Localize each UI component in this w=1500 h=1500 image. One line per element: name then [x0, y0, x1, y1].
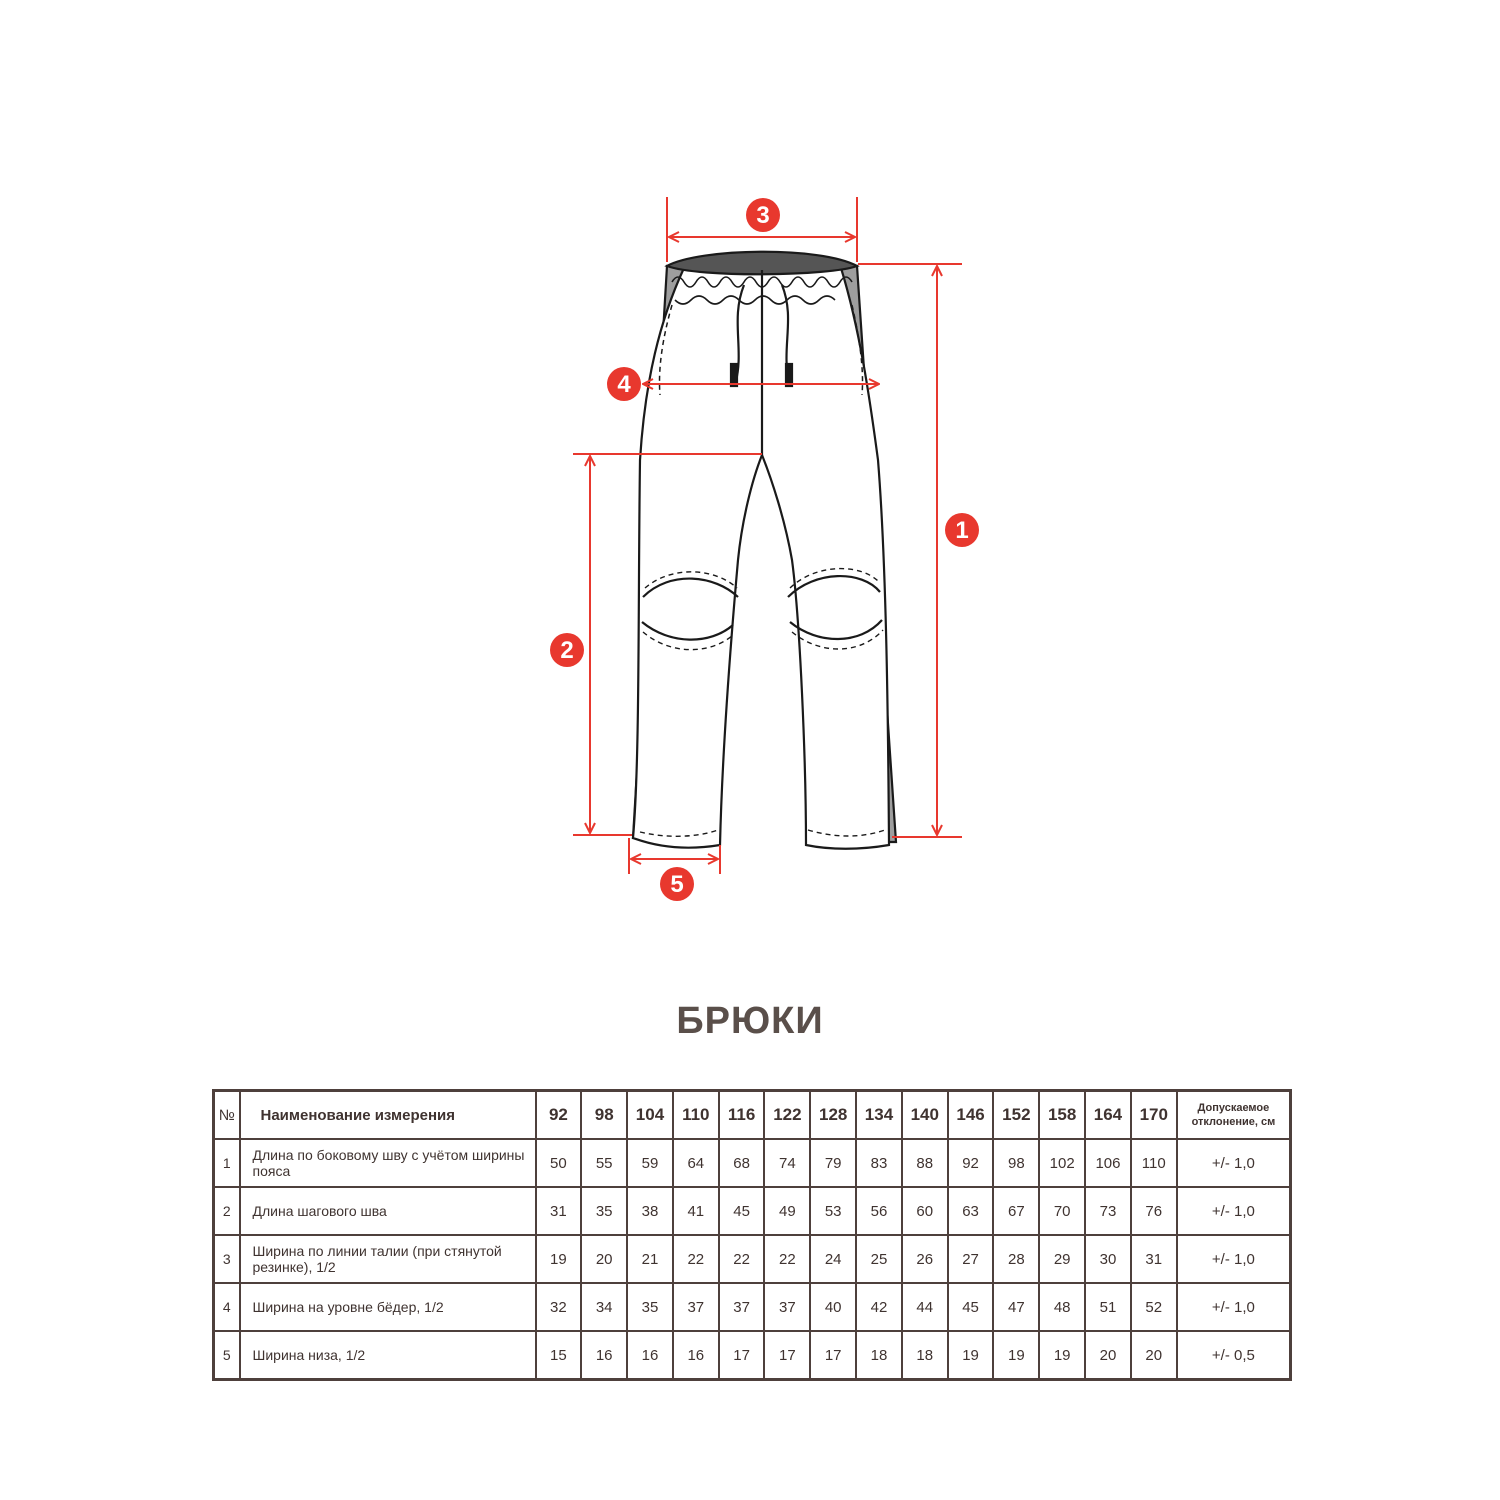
drawstring-tip-left	[731, 364, 737, 386]
table-row	[214, 1331, 1291, 1380]
row-size-value: 16	[581, 1331, 627, 1380]
row-size-value: 50	[536, 1139, 582, 1187]
row-size-value: 27	[948, 1235, 994, 1283]
row-size-value: 92	[948, 1139, 994, 1187]
row-size-value: 55	[581, 1139, 627, 1187]
table-row	[214, 1139, 1291, 1187]
row-size-value: 18	[856, 1331, 902, 1380]
table-row	[214, 1283, 1291, 1331]
badge-2-label: 2	[560, 637, 574, 664]
header-size: 170	[1131, 1091, 1177, 1140]
row-tolerance: +/- 1,0	[1177, 1139, 1291, 1187]
row-size-value: 25	[856, 1235, 902, 1283]
row-size-value: 63	[948, 1187, 994, 1235]
row-size-value: 16	[673, 1331, 719, 1380]
badge-5	[660, 867, 694, 901]
header-size: 98	[581, 1091, 627, 1140]
row-size-value: 52	[1131, 1283, 1177, 1331]
row-size-value: 37	[719, 1283, 765, 1331]
badge-1	[945, 513, 979, 547]
row-size-value: 49	[764, 1187, 810, 1235]
row-size-value: 73	[1085, 1187, 1131, 1235]
header-size: 104	[627, 1091, 673, 1140]
row-size-value: 51	[1085, 1283, 1131, 1331]
size-table	[212, 1089, 1292, 1381]
table-row	[214, 1235, 1291, 1283]
row-tolerance: +/- 0,5	[1177, 1331, 1291, 1380]
row-size-value: 32	[536, 1283, 582, 1331]
header-size: 158	[1039, 1091, 1085, 1140]
row-measurement-name: Ширина по линии талии (при стянутой резинке), 1/2	[240, 1235, 536, 1283]
row-size-value: 37	[673, 1283, 719, 1331]
row-size-value: 45	[948, 1283, 994, 1331]
badge-4-label: 4	[617, 371, 631, 398]
badge-2	[550, 633, 584, 667]
row-size-value: 56	[856, 1187, 902, 1235]
drawstring-tip-right	[786, 364, 792, 386]
row-size-value: 48	[1039, 1283, 1085, 1331]
row-size-value: 21	[627, 1235, 673, 1283]
size-table-body	[214, 1139, 1291, 1380]
page-title: БРЮКИ	[676, 1000, 824, 1042]
row-size-value: 68	[719, 1139, 765, 1187]
row-size-value: 19	[948, 1331, 994, 1380]
row-size-value: 102	[1039, 1139, 1085, 1187]
header-size: 140	[902, 1091, 948, 1140]
badge-4	[607, 367, 641, 401]
row-size-value: 31	[1131, 1235, 1177, 1283]
header-size: 164	[1085, 1091, 1131, 1140]
row-number: 4	[214, 1283, 240, 1331]
pants-outline	[633, 252, 896, 849]
row-size-value: 28	[993, 1235, 1039, 1283]
header-size: 152	[993, 1091, 1039, 1140]
badge-3	[746, 198, 780, 232]
row-size-value: 76	[1131, 1187, 1177, 1235]
row-size-value: 24	[810, 1235, 856, 1283]
table-row	[214, 1187, 1291, 1235]
row-size-value: 35	[627, 1283, 673, 1331]
row-size-value: 38	[627, 1187, 673, 1235]
row-size-value: 106	[1085, 1139, 1131, 1187]
row-tolerance: +/- 1,0	[1177, 1283, 1291, 1331]
row-size-value: 15	[536, 1331, 582, 1380]
row-number: 5	[214, 1331, 240, 1380]
row-size-value: 44	[902, 1283, 948, 1331]
row-number: 2	[214, 1187, 240, 1235]
row-size-value: 17	[764, 1331, 810, 1380]
row-size-value: 79	[810, 1139, 856, 1187]
row-size-value: 20	[581, 1235, 627, 1283]
size-table-header	[214, 1091, 1291, 1140]
row-size-value: 34	[581, 1283, 627, 1331]
row-size-value: 98	[993, 1139, 1039, 1187]
row-size-value: 31	[536, 1187, 582, 1235]
row-measurement-name: Ширина низа, 1/2	[240, 1331, 536, 1380]
row-number: 1	[214, 1139, 240, 1187]
row-size-value: 19	[993, 1331, 1039, 1380]
row-size-value: 26	[902, 1235, 948, 1283]
row-measurement-name: Длина по боковому шву с учётом ширины пояса	[240, 1139, 536, 1187]
row-size-value: 83	[856, 1139, 902, 1187]
row-size-value: 64	[673, 1139, 719, 1187]
row-size-value: 17	[810, 1331, 856, 1380]
row-size-value: 74	[764, 1139, 810, 1187]
row-size-value: 22	[764, 1235, 810, 1283]
row-size-value: 59	[627, 1139, 673, 1187]
header-size: 146	[948, 1091, 994, 1140]
header-size: 128	[810, 1091, 856, 1140]
row-size-value: 19	[1039, 1331, 1085, 1380]
row-size-value: 29	[1039, 1235, 1085, 1283]
row-measurement-name: Ширина на уровне бёдер, 1/2	[240, 1283, 536, 1331]
row-size-value: 20	[1085, 1331, 1131, 1380]
row-size-value: 16	[627, 1331, 673, 1380]
row-size-value: 22	[719, 1235, 765, 1283]
row-size-value: 40	[810, 1283, 856, 1331]
row-size-value: 60	[902, 1187, 948, 1235]
row-size-value: 22	[673, 1235, 719, 1283]
row-size-value: 19	[536, 1235, 582, 1283]
row-tolerance: +/- 1,0	[1177, 1235, 1291, 1283]
badge-5-label: 5	[670, 871, 684, 898]
header-size: 134	[856, 1091, 902, 1140]
row-size-value: 45	[719, 1187, 765, 1235]
row-size-value: 18	[902, 1331, 948, 1380]
badge-1-label: 1	[955, 517, 969, 544]
row-size-value: 17	[719, 1331, 765, 1380]
row-size-value: 41	[673, 1187, 719, 1235]
header-row	[214, 1091, 1291, 1140]
row-size-value: 70	[1039, 1187, 1085, 1235]
row-tolerance: +/- 1,0	[1177, 1187, 1291, 1235]
row-measurement-name: Длина шагового шва	[240, 1187, 536, 1235]
row-size-value: 67	[993, 1187, 1039, 1235]
header-size: 92	[536, 1091, 582, 1140]
row-size-value: 35	[581, 1187, 627, 1235]
row-size-value: 30	[1085, 1235, 1131, 1283]
header-size: 110	[673, 1091, 719, 1140]
row-size-value: 53	[810, 1187, 856, 1235]
header-number: №	[214, 1091, 240, 1140]
header-tolerance: Допускаемое отклонение, см	[1177, 1091, 1291, 1140]
row-size-value: 110	[1131, 1139, 1177, 1187]
header-size: 122	[764, 1091, 810, 1140]
row-size-value: 37	[764, 1283, 810, 1331]
row-number: 3	[214, 1235, 240, 1283]
header-size: 116	[719, 1091, 765, 1140]
badge-3-label: 3	[756, 202, 770, 229]
row-size-value: 47	[993, 1283, 1039, 1331]
row-size-value: 42	[856, 1283, 902, 1331]
row-size-value: 20	[1131, 1331, 1177, 1380]
header-name: Наименование измерения	[240, 1091, 536, 1140]
row-size-value: 88	[902, 1139, 948, 1187]
